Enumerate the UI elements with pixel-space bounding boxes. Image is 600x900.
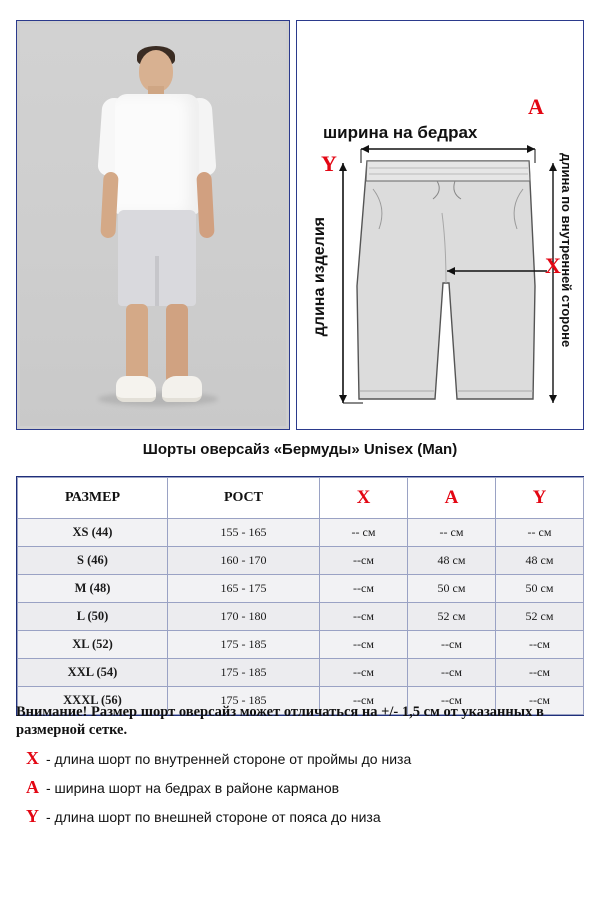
cell-a: 50 см	[408, 575, 496, 603]
table-row	[18, 575, 584, 603]
model-leg-right	[166, 304, 188, 384]
cell-size: XS (44)	[18, 519, 168, 547]
page-title: Шорты оверсайз «Бермуды» Unisex (Man)	[142, 441, 458, 458]
cell-a: --см	[408, 659, 496, 687]
legend-key-y: Y	[26, 806, 39, 826]
model-shoe-right	[162, 376, 202, 402]
table-row	[18, 603, 584, 631]
measure-label-y: Y	[321, 151, 337, 176]
cell-height: 175 - 185	[168, 687, 320, 715]
cell-x: --см	[320, 575, 408, 603]
model-shorts	[118, 210, 196, 306]
cell-height: 175 - 185	[168, 631, 320, 659]
cell-a: --см	[408, 631, 496, 659]
header-size: РАЗМЕР	[18, 478, 168, 519]
measure-caption-a: ширина на бедрах	[323, 123, 478, 142]
size-table	[17, 477, 584, 715]
legend-item	[26, 777, 586, 798]
header-x: X	[320, 478, 408, 519]
cell-x: --см	[320, 631, 408, 659]
warning-note: Внимание! Размер шорт оверсайз может отличаться на +/- 1,5 см от указанных в размерной сетке.	[16, 704, 544, 739]
measure-label-x: X	[545, 253, 561, 278]
legend-item	[26, 806, 586, 827]
cell-y: 52 см	[496, 603, 584, 631]
legend-key-x: X	[26, 748, 39, 768]
measure-label-a: A	[528, 94, 544, 119]
measure-caption-y: длина изделия	[311, 217, 328, 337]
cell-y: --см	[496, 659, 584, 687]
size-table-wrapper	[16, 476, 584, 716]
measure-caption-x: длина по внутренней стороне	[559, 153, 574, 348]
cell-height: 170 - 180	[168, 603, 320, 631]
cell-y: 48 см	[496, 547, 584, 575]
cell-size: S (46)	[18, 547, 168, 575]
cell-height: 160 - 170	[168, 547, 320, 575]
cell-height: 165 - 175	[168, 575, 320, 603]
header-height: РОСТ	[168, 478, 320, 519]
cell-a: --см	[408, 687, 496, 715]
cell-x: --см	[320, 603, 408, 631]
header-a: A	[408, 478, 496, 519]
cell-a: 48 см	[408, 547, 496, 575]
header-y: Y	[496, 478, 584, 519]
legend	[26, 748, 586, 835]
cell-a: -- см	[408, 519, 496, 547]
cell-a: 52 см	[408, 603, 496, 631]
legend-text-y: - длина шорт по внешней стороне от пояса до низа	[46, 809, 381, 825]
cell-size: XL (52)	[18, 631, 168, 659]
technical-drawing-panel	[296, 20, 584, 430]
cell-height: 155 - 165	[168, 519, 320, 547]
legend-item	[26, 748, 586, 769]
legend-text-x: - длина шорт по внутренней стороне от проймы до низа	[46, 751, 412, 767]
model-photo-panel	[16, 20, 290, 430]
cell-x: --см	[320, 687, 408, 715]
cell-x: --см	[320, 659, 408, 687]
cell-y: -- см	[496, 519, 584, 547]
image-panels	[16, 20, 584, 430]
model-tshirt	[115, 94, 199, 214]
cell-y: 50 см	[496, 575, 584, 603]
technical-drawing	[297, 21, 583, 429]
model-arm-right	[196, 172, 214, 239]
cell-y: --см	[496, 687, 584, 715]
table-row	[18, 631, 584, 659]
cell-size: L (50)	[18, 603, 168, 631]
legend-text-a: - ширина шорт на бедрах в районе карманов	[46, 780, 340, 796]
model-leg-left	[126, 304, 148, 384]
shorts-schematic-svg	[297, 21, 584, 429]
cell-size: XXL (54)	[18, 659, 168, 687]
table-row	[18, 547, 584, 575]
model-photo	[20, 24, 286, 426]
cell-x: --см	[320, 547, 408, 575]
cell-x: -- см	[320, 519, 408, 547]
cell-size: XXXL (56)	[18, 687, 168, 715]
model-shoe-left	[116, 376, 156, 402]
table-row	[18, 519, 584, 547]
cell-height: 175 - 185	[168, 659, 320, 687]
model-arm-left	[100, 172, 118, 239]
cell-y: --см	[496, 631, 584, 659]
legend-key-a: A	[26, 777, 39, 797]
table-header-row	[18, 478, 584, 519]
cell-size: M (48)	[18, 575, 168, 603]
table-row	[18, 659, 584, 687]
